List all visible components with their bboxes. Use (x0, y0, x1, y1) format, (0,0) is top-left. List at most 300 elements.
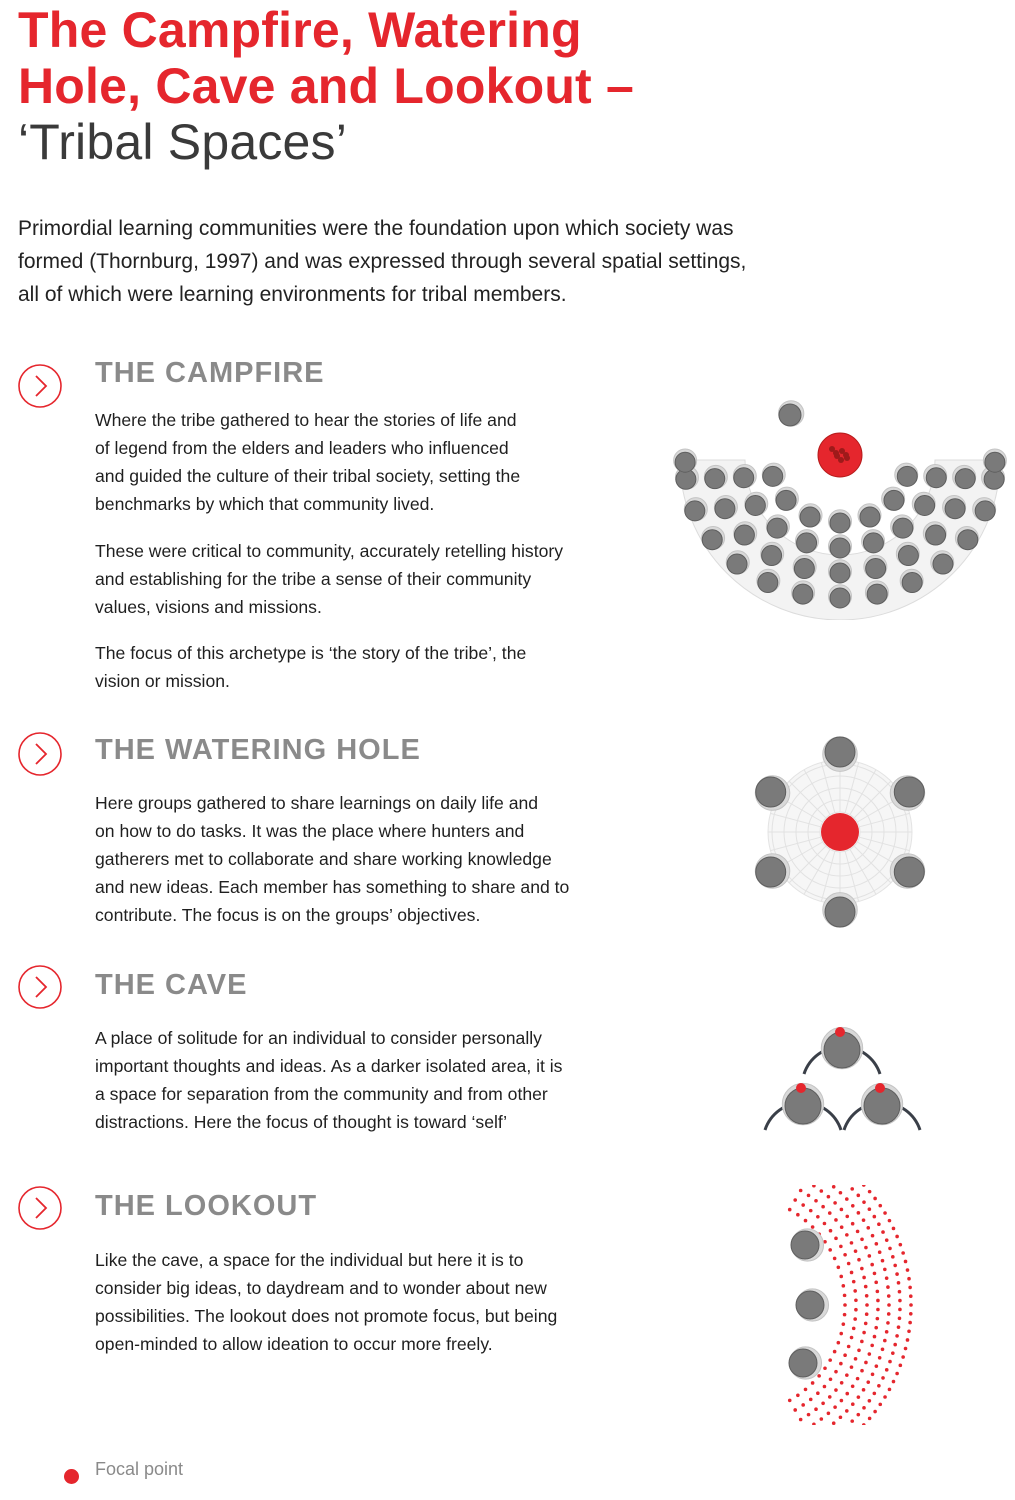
horizon-dot (842, 1284, 846, 1288)
horizon-dot (885, 1238, 889, 1242)
horizon-dot (829, 1377, 833, 1381)
horizon-dot (888, 1219, 892, 1223)
horizon-dot (868, 1352, 872, 1356)
horizon-dot (904, 1347, 908, 1351)
horizon-dot (850, 1241, 854, 1245)
horizon-dot (875, 1242, 879, 1246)
horizon-dot (828, 1211, 832, 1215)
person-icon (795, 530, 818, 553)
horizon-dot (793, 1408, 797, 1412)
horizon-dot (877, 1384, 881, 1388)
text-line: consider big ideas, to daydream and to wonder about new (95, 1278, 547, 1298)
person-icon (791, 1229, 824, 1261)
horizon-dot (873, 1272, 877, 1276)
person-icon (823, 737, 858, 772)
person-icon (796, 1289, 829, 1321)
intro-line: Primordial learning communities were the foundation upon which society was (18, 217, 734, 240)
horizon-dot (843, 1303, 847, 1307)
horizon-dot (845, 1233, 849, 1237)
text-line: of legend from the elders and leaders who influenced (95, 438, 509, 458)
person-icon (865, 581, 888, 604)
horizon-dot (891, 1351, 895, 1355)
person-icon (714, 495, 737, 518)
horizon-dot (840, 1225, 844, 1229)
horizon-dot (907, 1277, 911, 1281)
person-icon (726, 551, 749, 574)
horizon-dot (854, 1249, 858, 1253)
person-icon (793, 555, 816, 578)
horizon-dot (847, 1345, 851, 1349)
horizon-dot (853, 1317, 857, 1321)
horizon-dot (876, 1317, 880, 1321)
horizon-dot (860, 1340, 864, 1344)
horizon-dot (897, 1281, 901, 1285)
horizon-dot (854, 1298, 858, 1302)
horizon-dot (845, 1373, 849, 1377)
horizon-dot (868, 1417, 872, 1421)
text-line: Where the tribe gathered to hear the stories of life and (95, 410, 517, 430)
horizon-dot (840, 1208, 844, 1212)
horizon-dot (840, 1399, 844, 1403)
person-icon (943, 495, 966, 518)
horizon-dot (851, 1222, 855, 1226)
person-icon (890, 854, 925, 889)
person-icon (973, 498, 996, 521)
person-icon (953, 465, 976, 488)
text-line: possibilities. The lookout does not promote focus, but being (95, 1306, 558, 1326)
text-line: values, visions and missions. (95, 597, 322, 617)
horizon-dot (843, 1313, 847, 1317)
horizon-dot (862, 1276, 866, 1280)
horizon-dot (865, 1294, 869, 1298)
horizon-dot (850, 1271, 854, 1275)
section-title-campfire: THE CAMPFIRE (95, 357, 325, 389)
text-line: important thoughts and ideas. As a darker isolated area, it is (95, 1056, 563, 1076)
horizon-dot (814, 1199, 818, 1203)
horizon-dot (897, 1325, 901, 1329)
text-line: and guided the culture of their tribal society, setting the (95, 466, 521, 486)
campfire-paragraph-3 (95, 639, 625, 695)
person-icon (761, 542, 784, 565)
horizon-dot (828, 1358, 832, 1362)
horizon-dot (837, 1341, 841, 1345)
horizon-dot (857, 1395, 861, 1399)
horizon-dot (801, 1403, 805, 1407)
text-line: contribute. The focus is on the groups’ objectives. (95, 905, 481, 925)
horizon-dot (862, 1388, 866, 1392)
horizon-dot (812, 1422, 816, 1425)
horizon-dot (888, 1360, 892, 1364)
text-line: vision or mission. (95, 671, 230, 691)
horizon-dot (816, 1391, 820, 1395)
person-icon (762, 463, 785, 486)
chevron-right-circle-icon (17, 731, 63, 777)
horizon-dot (883, 1395, 887, 1399)
horizon-dot (878, 1356, 882, 1360)
horizon-dot (833, 1257, 837, 1261)
horizon-dot (853, 1289, 857, 1293)
text-line: open-minded to allow ideation to occur more freely. (95, 1334, 493, 1354)
horizon-dot (851, 1384, 855, 1388)
horizon-dot (839, 1362, 843, 1366)
horizon-dot (854, 1308, 858, 1312)
horizon-dot (878, 1403, 882, 1407)
horizon-dot (873, 1335, 877, 1339)
horizon-dot (839, 1332, 843, 1336)
horizon-dot (887, 1303, 891, 1307)
horizon-dot (862, 1406, 866, 1410)
horizon-dot (898, 1299, 902, 1303)
horizon-dot (895, 1272, 899, 1276)
horizon-dot (862, 1185, 866, 1187)
horizon-dot (883, 1339, 887, 1343)
horizon-dot (823, 1222, 827, 1226)
horizon-dot (854, 1357, 858, 1361)
text-line: gatherers met to collaborate and share working knowledge (95, 849, 552, 869)
campfire-paragraph-2 (95, 537, 625, 621)
chevron-right-circle-icon (17, 1185, 63, 1231)
horizon-dot (868, 1254, 872, 1258)
horizon-dot (886, 1285, 890, 1289)
horizon-dot (862, 1423, 866, 1425)
horizon-dot (850, 1336, 854, 1340)
title-line-2: Hole, Cave and Lookout – (18, 58, 635, 114)
person-icon (789, 1347, 822, 1379)
person-icon (862, 530, 885, 553)
horizon-dot (895, 1235, 899, 1239)
horizon-dot (811, 1225, 815, 1229)
horizon-dot (851, 1204, 855, 1208)
horizon-dot (856, 1230, 860, 1234)
person-icon (890, 776, 925, 811)
person-icon (733, 465, 756, 488)
person-icon (799, 504, 822, 527)
lookout-paragraph (95, 1246, 625, 1358)
horizon-dot (871, 1234, 875, 1238)
horizon-dot (881, 1259, 885, 1263)
horizon-dot (845, 1197, 849, 1201)
horizon-dot (873, 1410, 877, 1414)
person-icon (755, 854, 790, 889)
person-icon (900, 569, 923, 592)
horizon-dot (843, 1253, 847, 1257)
horizon-dot (852, 1280, 856, 1284)
horizon-dot (901, 1355, 905, 1359)
horizon-dot (845, 1409, 849, 1413)
horizon-dot (877, 1222, 881, 1226)
horizon-dot (816, 1215, 820, 1219)
person-icon (823, 893, 858, 928)
person-icon (755, 776, 790, 811)
horizon-dot (796, 1393, 800, 1397)
horizon-dot (892, 1380, 896, 1384)
horizon-dot (834, 1218, 838, 1222)
campfire-paragraph-1 (95, 406, 625, 518)
horizon-dot (809, 1209, 813, 1213)
horizon-dot (828, 1395, 832, 1399)
horizon-dot (862, 1200, 866, 1204)
text-line: These were critical to community, accurately retelling history (95, 541, 564, 561)
horizon-dot (799, 1418, 803, 1422)
person-icon (931, 551, 954, 574)
horizon-dot (909, 1294, 913, 1298)
horizon-dot (804, 1388, 808, 1392)
horizon-dot (812, 1185, 816, 1188)
horizon-dot (839, 1415, 843, 1419)
horizon-dot (901, 1251, 905, 1255)
horizon-dot (881, 1376, 885, 1380)
horizon-dot (837, 1265, 841, 1269)
horizon-dot (860, 1238, 864, 1242)
horizon-dot (864, 1246, 868, 1250)
horizon-dot (909, 1303, 913, 1307)
horizon-dot (898, 1308, 902, 1312)
horizon-dot (827, 1195, 831, 1199)
horizon-dot (862, 1331, 866, 1335)
lookout-diagram (775, 1185, 925, 1425)
horizon-dot (886, 1321, 890, 1325)
text-line: A place of solitude for an individual to consider personally (95, 1028, 542, 1048)
horizon-dot (862, 1218, 866, 1222)
horizon-dot (847, 1262, 851, 1266)
focal-point (835, 1027, 845, 1037)
person-icon (955, 526, 978, 549)
horizon-dot (834, 1370, 838, 1374)
person-icon (775, 487, 798, 510)
horizon-dot (898, 1290, 902, 1294)
intro-paragraph (18, 212, 848, 311)
horizon-dot (865, 1303, 869, 1307)
horizon-dot (788, 1208, 792, 1212)
horizon-dot (856, 1194, 860, 1198)
person-icon (924, 465, 947, 488)
person-icon (895, 463, 918, 486)
horizon-dot (873, 1197, 877, 1201)
horizon-dot (788, 1399, 792, 1403)
person-icon (882, 487, 905, 510)
horizon-dot (860, 1369, 864, 1373)
horizon-dot (878, 1250, 882, 1254)
horizon-dot (899, 1243, 903, 1247)
person-icon (704, 465, 727, 488)
horizon-dot (799, 1189, 803, 1193)
person-icon (864, 555, 887, 578)
horizon-dot (895, 1334, 899, 1338)
horizon-dot (860, 1267, 864, 1271)
horizon-dot (839, 1245, 843, 1249)
horizon-dot (850, 1419, 854, 1423)
person-icon (684, 498, 707, 521)
horizon-dot (839, 1191, 843, 1195)
person-icon (829, 560, 852, 583)
watering-hole-paragraph (95, 789, 625, 929)
horizon-dot (906, 1268, 910, 1272)
horizon-dot (820, 1417, 824, 1421)
horizon-dot (832, 1421, 836, 1425)
text-line: distractions. Here the focus of thought is toward ‘self’ (95, 1112, 508, 1132)
focal-point-dot-icon (64, 1469, 79, 1484)
horizon-dot (829, 1229, 833, 1233)
horizon-dot (820, 1189, 824, 1193)
horizon-dot (850, 1187, 854, 1191)
horizon-dot (881, 1230, 885, 1234)
horizon-dot (874, 1281, 878, 1285)
horizon-dot (866, 1226, 870, 1230)
horizon-dot (850, 1365, 854, 1369)
horizon-dot (868, 1190, 872, 1194)
person-icon (674, 449, 697, 472)
horizon-dot (887, 1312, 891, 1316)
horizon-dot (876, 1308, 880, 1312)
horizon-dot (832, 1185, 836, 1189)
horizon-dot (904, 1260, 908, 1264)
horizon-dot (817, 1374, 821, 1378)
horizon-dot (906, 1338, 910, 1342)
horizon-dot (807, 1413, 811, 1417)
horizon-dot (834, 1388, 838, 1392)
horizon-dot (885, 1276, 889, 1280)
focal-point (796, 1083, 806, 1093)
horizon-dot (823, 1366, 827, 1370)
horizon-dot (888, 1388, 892, 1392)
intro-line: all of which were learning environments for tribal members. (18, 283, 567, 306)
horizon-dot (875, 1364, 879, 1368)
horizon-dot (865, 1312, 869, 1316)
horizon-dot (885, 1368, 889, 1372)
person-icon (983, 449, 1006, 472)
title-line-1: The Campfire, Watering (18, 2, 582, 58)
horizon-dot (909, 1312, 913, 1316)
horizon-dot (793, 1198, 797, 1202)
ember-dot (843, 452, 849, 458)
horizon-dot (864, 1322, 868, 1326)
horizon-dot (834, 1237, 838, 1241)
page-title (18, 2, 918, 170)
title-line-3: ‘Tribal Spaces’ (18, 114, 348, 170)
text-line: and establishing for the tribe a sense of their community (95, 569, 532, 589)
horizon-dot (856, 1377, 860, 1381)
horizon-dot (870, 1344, 874, 1348)
text-line: The focus of this archetype is ‘the story of the tribe’, the (95, 643, 527, 663)
horizon-dot (878, 1204, 882, 1208)
text-line: benchmarks by which that community lived. (95, 494, 435, 514)
focal-point-fire (818, 433, 862, 477)
horizon-dot (823, 1385, 827, 1389)
horizon-dot (851, 1402, 855, 1406)
horizon-dot (827, 1411, 831, 1415)
horizon-dot (887, 1294, 891, 1298)
horizon-dot (883, 1268, 887, 1272)
horizon-dot (898, 1317, 902, 1321)
text-line: a space for separation from the community and from other (95, 1084, 548, 1104)
horizon-dot (885, 1330, 889, 1334)
text-line: and new ideas. Each member has something to share and to (95, 877, 570, 897)
ember-dot (833, 450, 839, 456)
campfire-diagram (665, 395, 1010, 620)
horizon-dot (796, 1213, 800, 1217)
horizon-dot (895, 1372, 899, 1376)
horizon-dot (899, 1364, 903, 1368)
horizon-dot (876, 1299, 880, 1303)
horizon-dot (814, 1407, 818, 1411)
person-icon (757, 569, 780, 592)
horizon-dot (883, 1211, 887, 1215)
person-icon (912, 492, 935, 515)
person-icon (792, 581, 815, 604)
horizon-dot (852, 1327, 856, 1331)
horizon-dot (907, 1330, 911, 1334)
focal-point (875, 1083, 885, 1093)
horizon-dot (856, 1413, 860, 1417)
section-title-cave: THE CAVE (95, 969, 248, 1001)
watering-hole-diagram (735, 735, 945, 930)
text-line: Here groups gathered to share learnings on daily life and (95, 793, 539, 813)
chevron-right-circle-icon (17, 363, 63, 409)
horizon-dot (809, 1398, 813, 1402)
ember-dot (838, 457, 844, 463)
horizon-dot (908, 1286, 912, 1290)
horizon-dot (873, 1215, 877, 1219)
horizon-dot (892, 1227, 896, 1231)
horizon-dot (871, 1372, 875, 1376)
text-line: on how to do tasks. It was the place where hunters and (95, 821, 525, 841)
horizon-dot (828, 1248, 832, 1252)
person-icon (896, 542, 919, 565)
text-line: Like the cave, a space for the individual but here it is to (95, 1250, 524, 1270)
horizon-dot (807, 1194, 811, 1198)
horizon-dot (839, 1275, 843, 1279)
horizon-dot (845, 1215, 849, 1219)
horizon-dot (874, 1326, 878, 1330)
horizon-dot (868, 1207, 872, 1211)
cave-diagram (745, 1012, 940, 1137)
horizon-dot (893, 1264, 897, 1268)
horizon-dot (870, 1263, 874, 1267)
section-title-lookout: THE LOOKOUT (95, 1190, 318, 1222)
horizon-dot (833, 1350, 837, 1354)
person-icon (829, 510, 852, 533)
horizon-dot (864, 1361, 868, 1365)
person-icon (829, 585, 852, 608)
legend-label: Focal point (95, 1459, 184, 1479)
horizon-dot (845, 1392, 849, 1396)
person-icon (858, 504, 881, 527)
horizon-dot (811, 1381, 815, 1385)
horizon-dot (804, 1219, 808, 1223)
focal-point (821, 813, 859, 851)
horizon-dot (857, 1211, 861, 1215)
person-icon (779, 401, 804, 426)
horizon-dot (888, 1247, 892, 1251)
horizon-dot (833, 1405, 837, 1409)
person-icon (766, 515, 789, 538)
horizon-dot (857, 1348, 861, 1352)
horizon-dot (833, 1201, 837, 1205)
horizon-dot (873, 1392, 877, 1396)
horizon-dot (876, 1290, 880, 1294)
chevron-right-circle-icon (17, 964, 63, 1010)
section-title-watering-hole: THE WATERING HOLE (95, 734, 421, 766)
person-icon (745, 492, 768, 515)
cave-paragraph (95, 1024, 625, 1136)
horizon-dot (857, 1258, 861, 1262)
horizon-dot (843, 1353, 847, 1357)
horizon-dot (866, 1380, 870, 1384)
horizon-dot (821, 1401, 825, 1405)
horizon-dot (891, 1255, 895, 1259)
person-icon (734, 522, 757, 545)
person-icon (702, 526, 725, 549)
